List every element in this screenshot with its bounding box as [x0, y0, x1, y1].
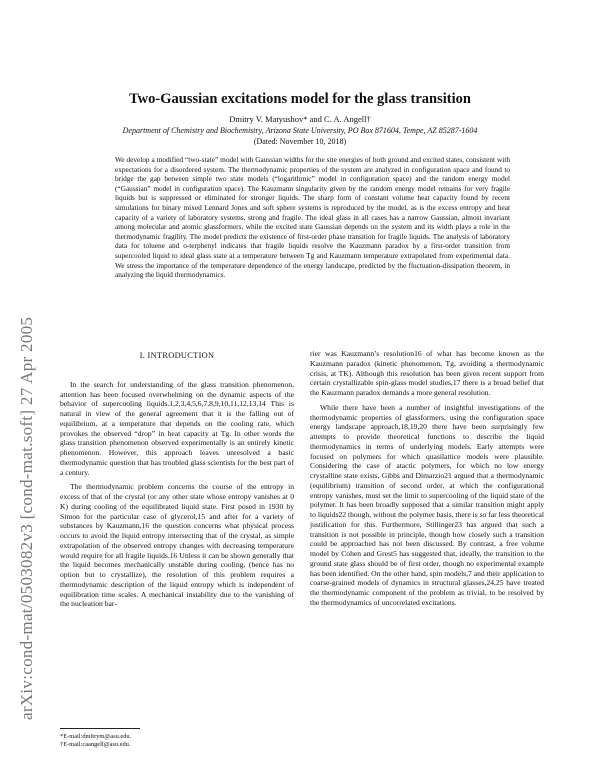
footnote: *E-mail:dmitrym@asu.edu. [60, 733, 132, 740]
paragraph: The thermodynamic problem concerns the course of the entropy in excess of that of the crystal (or any other state whose entropy vanishes at 0 K) during cooling of the equilibrated liquid state. First posed in 1930 by Simon for the particular case of glycerol,15 and after for a variety of substances by Kauzmann,16 the question concerns what physical process occurs to avoid the liquid entropy intersecting that of the crystal, as simple extrapolation of the observed entropy changes with decreasing temperature would require for all fragile liquids.16 Unless it can be shown generally that the liquid becomes mechanically unstable during cooling, (hence has no option but to crystallize), the resolution of this problem requires a thermodynamic description of the liquid entropy which is independent of equilibration time scales. A mechanical instability due to the vanishing of the nucleation bar- [60, 482, 294, 609]
footnotes [60, 733, 294, 750]
paragraph: rier was Kauzmann’s resolution16 of what has become known as the Kauzmann paradox (kinetic phenomenon, Tg, avoiding a thermodynamic crisis, at TK). Although this resolution has been given recent support from certain crystallizable spin-glass model studies,17 there is a broad belief that the Kauzmann paradox demands a more general resolution. [310, 349, 544, 397]
authors: Dmitry V. Matyushov* and C. A. Angell† [229, 114, 371, 124]
arxiv-stamp [6, 20, 46, 720]
footnote: †E-mail:caangell@asu.edu. [60, 741, 131, 749]
left-column [60, 351, 294, 614]
abstract: We develop a modified “two-state” model with Gaussian widths for the site energies of both ground and excited states, consistent with expectations for a disordered system. The thermodynamic properties of the system are analyzed in configuration space and found to bridge the gap between simple two state models (“logarithmic” model in configuration space) and the random energy model (“Gaussian” model in configuration space). The Kauzmann singularity given by the random energy model remains for very fragile liquids but is suppressed or eliminated for stronger liquids. The sharp form of constant volume heat capacity found by recent simulations for binary mixed Lennard Jones and soft sphere systems is reproduced by the model, as is the excess entropy and heat capacity of a variety of laboratory systems, strong and fragile. The ideal glass in all cases has a narrow Gaussian, almost invariant among molecular and atomic glassformers, while the excited state Gaussian depends on the system and its width plays a role in the thermodynamic fragility. The model predicts the existence of first-order phase transition for fragile liquids. The analysis of laboratory data for toluene and o-terphenyl indicates that fragile liquids resolve the Kauzmann paradox by a first-order transition from supercooled liquid to ideal glass state at a temperature between Tg and Kauzmann temperature extrapolated from experimental data. We stress the importance of the temperature dependence of the energy landscape, predicted by the fluctuation-dissipation theorem, in analyzing the liquid thermodynamics. [115, 155, 510, 280]
footnote-rule [60, 728, 140, 729]
paragraph: In the search for understanding of the glass transition phenomenon, attention has been focused overwhelming on the dynamic aspects of the behavior of supercooling liquids.1,2,3,4,5,6,7,8,9,10,11,12,13,14 This is natural in view of the general agreement that it is the falling out of equilibrium, at a temperature that depends on the cooling rate, which provokes the observed “drop” in heat capacity at Tg. In other words the glass transition phenomenon observed experimentally is an entirely kinetic phenomenon. However, this approach leaves unresolved a basic thermodynamic question that has troubled glass scientists for the best part of a century. [60, 379, 294, 477]
date-line: (Dated: November 10, 2018) [253, 137, 347, 146]
section-heading: I. INTRODUCTION [139, 351, 215, 360]
paper-title: Two-Gaussian excitations model for the glass transition [129, 91, 471, 107]
paragraph: While there have been a number of insightful investigations of the thermodynamic properties of glassformers, using the configuration space energy landscape approach,18,19,20 there have been surprisingly few attempts to provide theoretical functions to describe the liquid thermodynamics in terms of underlying models. Early attempts were focused on polymers for which quasilattice models were plausible. Considering the case of atactic polymers, for which no low energy crystalline state exists, Gibbs and Dimarzio21 argued that a thermodynamic (equilibrium) transition of second order, at which the configurational entropy vanishes, must set the limit to supercooling of the liquid state of the polymer. It has been broadly supposed that a similar transition might apply to liquids22 though, without the polymer basis, there is so far less theoretical justification for this. Furthermore, Stillinger23 has argued that such a transition is not possible in principle, though how closely such a transition could be approached has not been discussed. By contrast, a free volume model by Cohen and Grest5 has suggested that, ideally, the transition to the ground state glass should be of first order, though no experimental example has been identified. On the other hand, spin models,7 and their application to coarse-grained models of dynamics in structural glasses,24,25 have treated the thermodynamic component of the problem as trivial, to be resolved by the thermodynamics of uncorrelated excitations. [310, 402, 544, 607]
right-column [310, 349, 544, 613]
arxiv-stamp-text: arXiv:cond-mat/0503082v3 [cond-mat.soft] 27 Apr 2005 [17, 316, 36, 720]
affiliation: Department of Chemistry and Biochemistry, Arizona State University, PO Box 871604, Tempe, AZ 85287-1604 [122, 126, 478, 135]
